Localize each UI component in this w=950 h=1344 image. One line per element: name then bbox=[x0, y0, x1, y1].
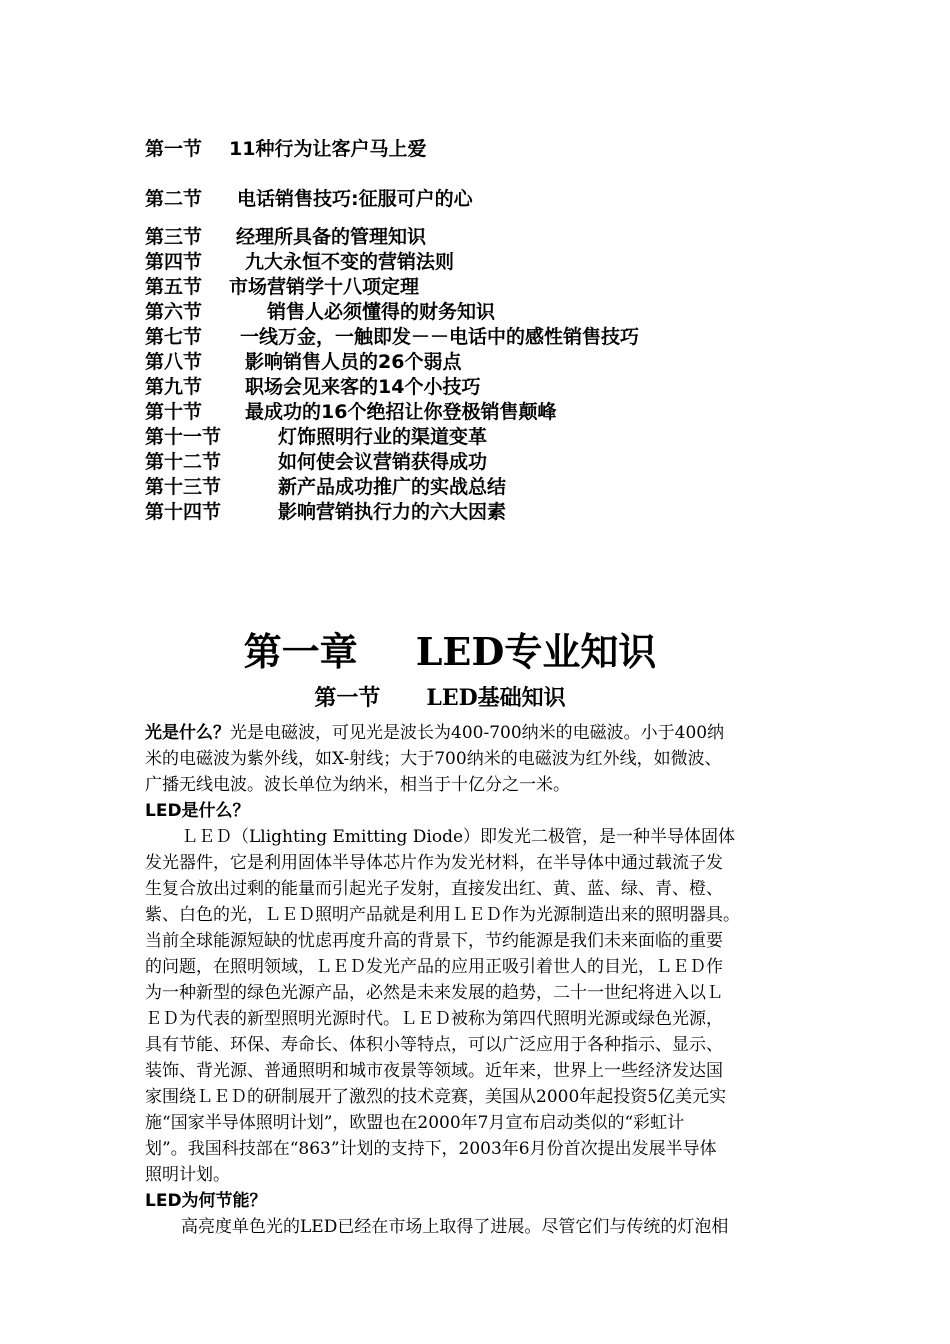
toc-item-title: 销售人必须懂得的财务知识 bbox=[267, 301, 496, 323]
chapter-heading bbox=[0, 621, 900, 676]
question-heading: LED为何节能？ bbox=[145, 1191, 267, 1211]
toc-item-number: 第九节 bbox=[145, 376, 203, 398]
paragraph-line: 发光器件，它是利用固体半导体芯片作为发光材料，在半导体中通过载流子发 bbox=[145, 853, 723, 873]
toc-item bbox=[145, 399, 556, 425]
toc-item-number: 第三节 bbox=[145, 226, 203, 248]
question-heading: 光是什么？ bbox=[145, 723, 230, 743]
paragraph-line: 生复合放出过剩的能量而引起光子发射，直接发出红、黄、蓝、绿、青、橙、 bbox=[145, 879, 723, 899]
paragraph-line bbox=[145, 1214, 810, 1240]
paragraph-line: 紫、白色的光，ＬＥＤ照明产品就是利用ＬＥＤ作为光源制造出来的照明器具。 bbox=[145, 905, 740, 925]
toc-item-number: 第十二节 bbox=[145, 451, 222, 473]
paragraph-text: 光是电磁波，可见光是波长为400-700纳米的电磁波。小于400纳 bbox=[230, 723, 725, 743]
toc-item-title: 九大永恒不变的营销法则 bbox=[245, 251, 455, 273]
toc-item-number: 第十四节 bbox=[145, 501, 222, 523]
toc-item bbox=[145, 499, 506, 525]
section-title: LED基础知识 bbox=[426, 685, 566, 711]
paragraph-line: 米的电磁波为紫外线，如X-射线；大于700纳米的电磁波为红外线，如微波、 bbox=[145, 749, 722, 769]
toc-item-title: 市场营销学十八项定理 bbox=[229, 276, 420, 298]
paragraph-line: 装饰、背光源、普通照明和城市夜景等领域。近年来，世界上一些经济发达国 bbox=[145, 1061, 723, 1081]
question-heading-line bbox=[145, 798, 810, 824]
toc-item-title: 电话销售技巧:征服可户的心 bbox=[237, 188, 473, 210]
toc-item-number: 第五节 bbox=[145, 276, 203, 298]
section-number: 第一节 bbox=[314, 685, 381, 711]
toc-item bbox=[145, 249, 454, 275]
section-heading bbox=[0, 681, 880, 712]
toc-item-number: 第七节 bbox=[145, 326, 203, 348]
toc-item bbox=[145, 224, 426, 250]
toc-item-title: 经理所具备的管理知识 bbox=[236, 226, 427, 248]
toc-item-title: 职场会见来客的14个小技巧 bbox=[245, 376, 481, 398]
paragraph-line: 家围绕ＬＥＤ的研制展开了激烈的技术竞赛，美国从2000年起投资5亿美元实 bbox=[145, 1087, 727, 1107]
toc-item bbox=[145, 299, 495, 325]
toc-item-title: 一线万金，一触即发－－电话中的感性销售技巧 bbox=[240, 326, 640, 348]
paragraph-text: ＬＥＤ（Llighting Emitting Diode）即发光二极管，是一种半导体固体 bbox=[181, 827, 736, 847]
toc-item bbox=[145, 474, 506, 500]
paragraph-line bbox=[145, 824, 810, 850]
toc-item bbox=[145, 136, 426, 162]
toc-item-title: 最成功的16个绝招让你登极销售颠峰 bbox=[245, 401, 557, 423]
paragraph-text: 高亮度单色光的LED已经在市场上取得了进展。尽管它们与传统的灯泡相 bbox=[181, 1217, 729, 1237]
toc-item-title: 影响营销执行力的六大因素 bbox=[278, 501, 507, 523]
question-heading: LED是什么？ bbox=[145, 801, 250, 821]
paragraph-line: 广播无线电波。波长单位为纳米，相当于十亿分之一米。 bbox=[145, 775, 570, 795]
toc-item-number: 第一节 bbox=[145, 138, 203, 160]
toc-item-number: 第十一节 bbox=[145, 426, 222, 448]
toc-item bbox=[145, 349, 461, 375]
toc-item-number: 第十三节 bbox=[145, 476, 222, 498]
toc-item-title: 影响销售人员的26个弱点 bbox=[245, 351, 462, 373]
toc-item bbox=[145, 449, 487, 475]
paragraph-line: ＥＤ为代表的新型照明光源时代。ＬＥＤ被称为第四代照明光源或绿色光源， bbox=[145, 1009, 723, 1029]
chapter-number: 第一章 bbox=[243, 629, 358, 674]
chapter-title: LED专业知识 bbox=[415, 629, 657, 674]
toc-item-number: 第十节 bbox=[145, 401, 203, 423]
toc-item bbox=[145, 186, 473, 212]
paragraph-line: 划”。我国科技部在“863”计划的支持下，2003年6月份首次提出发展半导体 bbox=[145, 1139, 717, 1159]
toc-item-title: 新产品成功推广的实战总结 bbox=[278, 476, 507, 498]
paragraph-line bbox=[145, 720, 810, 746]
paragraph-line: 施“国家半导体照明计划”，欧盟也在2000年7月宣布启动类似的“彩虹计 bbox=[145, 1113, 685, 1133]
body-text bbox=[145, 720, 810, 1240]
toc-item-number: 第二节 bbox=[145, 188, 203, 210]
question-heading-line bbox=[145, 1188, 810, 1214]
toc-item-number: 第四节 bbox=[145, 251, 203, 273]
paragraph-line: 为一种新型的绿色光源产品，必然是未来发展的趋势，二十一世纪将进入以Ｌ bbox=[145, 983, 723, 1003]
paragraph-line: 的问题，在照明领域，ＬＥＤ发光产品的应用正吸引着世人的目光，ＬＥＤ作 bbox=[145, 957, 723, 977]
toc-item bbox=[145, 324, 639, 350]
toc-item bbox=[145, 424, 487, 450]
paragraph-line: 当前全球能源短缺的忧虑再度升高的背景下，节约能源是我们未来面临的重要 bbox=[145, 931, 723, 951]
toc-item bbox=[145, 374, 480, 400]
toc-item-number: 第六节 bbox=[145, 301, 203, 323]
toc-item-title: 11种行为让客户马上爱 bbox=[229, 138, 427, 160]
toc-item-number: 第八节 bbox=[145, 351, 203, 373]
paragraph-line: 照明计划。 bbox=[145, 1165, 230, 1185]
toc-item-title: 灯饰照明行业的渠道变革 bbox=[278, 426, 488, 448]
toc-item-title: 如何使会议营销获得成功 bbox=[278, 451, 488, 473]
paragraph-line: 具有节能、环保、寿命长、体积小等特点，可以广泛应用于各种指示、显示、 bbox=[145, 1035, 723, 1055]
toc-item bbox=[145, 274, 419, 300]
